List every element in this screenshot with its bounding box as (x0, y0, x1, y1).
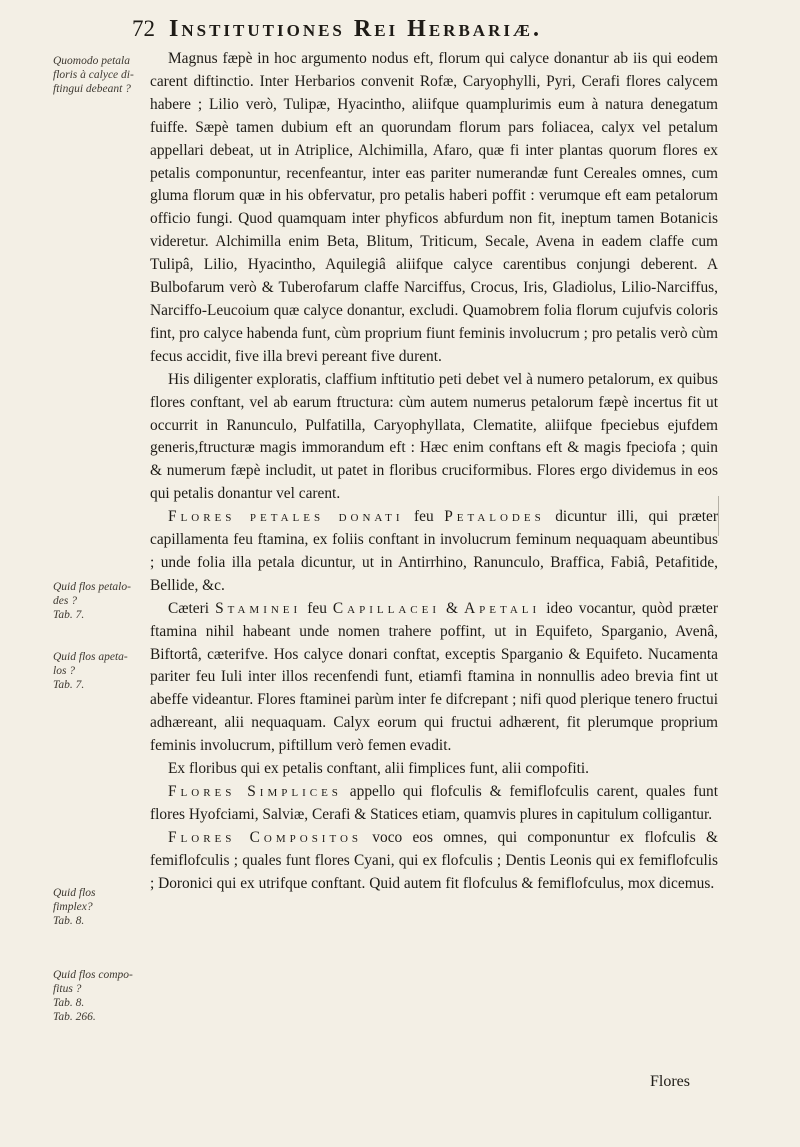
paragraph-simple-composite-intro: Ex floribus qui ex petalis conftant, alii fimplices funt, alii compofiti. (168, 760, 590, 778)
margin-note-petalodes: Quid flos petalo- des ? Tab. 7. (53, 581, 131, 621)
term-flores-compositos: Flores Compositos (168, 828, 363, 846)
apetali-definition: ideo vocantur, quòd præter ftamina nihil habeant unde nomen trahere poffint, ut in Equifeto, Sparganio, Avenâ, Biftortâ, cæterifve. Hos calyce donari conftat, exceptis Sparganio & Equifeto. Nucamenta pariter feu Iuli inter illos recenfendi funt, etiamfi ftamina in nonnullis adeo brevia fint ut abeffe videantur. Flores ftaminei parùm inter fe difcrepant ; nifi quod plerique tenero fructui adhæreant, alii nequaquam. Calyx eorum qui fructui adhærent, fit plerumque proprium feminis involucrum, piftillum verò femen evadit. (150, 599, 718, 755)
page-number: 72 (132, 16, 155, 41)
margin-note-compositus: Quid flos compo- fitus ? Tab. 8. Tab. 266. (53, 969, 133, 1023)
term-petalodes: Petalodes (444, 508, 545, 526)
paragraph-calyx-distinction: Magnus fæpè in hoc argumento nodus eft, florum qui calyce donantur ab iis qui eodem carent diftinctio. Inter Herbarios convenit Rofæ, Caryophylli, Pyri, Cerafi flores calycem habere ; Lilio verò, Tulipæ, Hyacintho, aliifque quamplurimis eum à natura denegatum fuiffe. Sæpè tamen dubium eft an quorundam florum pars foliacea, calyx vel petalum appellari debeat, ut in Atriplice, Alchimilla, Afaro, quæ fi inter plantas quorum flores ex petalis componuntur, recenfeantur, inter eas pariter numerandæ funt Cereales omnes, cum gluma florum quæ in his obfervatur, pro petalis haberi poffit : verumque eft eam petalorum officio fungi. Quod quamquam inter phyficos abfurdum non fit, ineptum tamen Botanicis videretur. Alchimilla enim Beta, Blitum, Triticum, Secale, Avena in eadem claffe cum Tulipâ, Lilio, Hyacintho, Aquilegiâ aliifque calyce carentibus conjungi deberent. A Bulbofarum verò & Tuberofarum claffe Narciffus, Crocus, Iris, Gladiolus, Lilio-Narciffus, Narciffo-Leucoium quæ calyce donantur, excludi. Quamobrem folia florum cujufvis coloris fint, pro calyce habenda funt, cùm proprium fiunt feminis involucrum ; pro petalis verò cùm fecus accidit, five illa brevi pereant five durent. (150, 50, 718, 365)
term-flores-simplices: Flores Simplices (168, 783, 342, 800)
term-apetali: Apetali (464, 599, 541, 617)
catchword: Flores (650, 1073, 690, 1090)
margin-note-petals-calyx: Quomodo petala floris à calyce di- ftingui debeant ? (53, 55, 134, 95)
text-et: & (440, 599, 465, 617)
running-title: Institutiones Rei Herbariæ. (169, 16, 542, 42)
main-text (150, 48, 718, 896)
page-header (132, 16, 692, 50)
term-flores-petales-donati: Flores petales donati (168, 508, 404, 526)
text-seu: feu (403, 508, 445, 526)
petalodes-definition: dicuntur illi, qui præter capillamenta feu ftamina, ex foliis conftant in involucrum feminum nequaquam abeuntibus ; unde folia illa petala dicuntur, ut in Antirrhino, Ranunculo, Braffica, Fabiâ, Petafitide, Bellide, &c. (150, 508, 718, 594)
paragraph-apetali (150, 598, 718, 758)
simplices-definition: appello qui flofculis & femiflofculis carent, quales funt flores Hyofciami, Salviæ, Cerafi & Statices etiam, quamvis plures in capitulum colligantur. (150, 783, 719, 823)
paragraph-petalodes (150, 506, 718, 598)
margin-note-simplex: Quid flos fimplex? Tab. 8. (53, 887, 96, 927)
paragraph-simplices (150, 781, 718, 827)
text-caeteri: Cæteri (168, 599, 216, 617)
term-capillacei: Capillacei (332, 599, 441, 617)
text-seu-2: feu (301, 599, 333, 617)
margin-bracket-mark (718, 496, 725, 536)
compositi-definition: voco eos omnes, qui componuntur ex flofculis & femiflofculis ; quales funt flores Cyani, qui ex flofculis ; Dentis Leonis qui ex femiflofculis ; Doronici qui ex utrifque conftant. Quid autem fit flofculus & femiflofculus, mox dicemus. (150, 828, 718, 892)
paragraph-classification: His diligenter exploratis, claffium inftitutio peti debet vel à numero petalorum, ex quibus flores conftant, vel ab earum ftructura: cùm autem numerus petalorum fæpè incertus fit ut occurrit in Ranunculo, Pulfatilla, Caryophyllata, Clematite, aliifque fpeciebus ejufdem generis,ftructuræ magis immorandum eft : Hæc enim conftans eft & magis fpeciofa ; quin & numerum fæpè includit, ut patet in floribus cruciformibus. Flores ergo dividemus in eos qui petalis donantur vel carent. (150, 370, 718, 503)
margin-note-apetalos: Quid flos apeta- los ? Tab. 7. (53, 651, 128, 691)
paragraph-compositi (150, 827, 718, 896)
term-staminei: Staminei (215, 599, 302, 617)
